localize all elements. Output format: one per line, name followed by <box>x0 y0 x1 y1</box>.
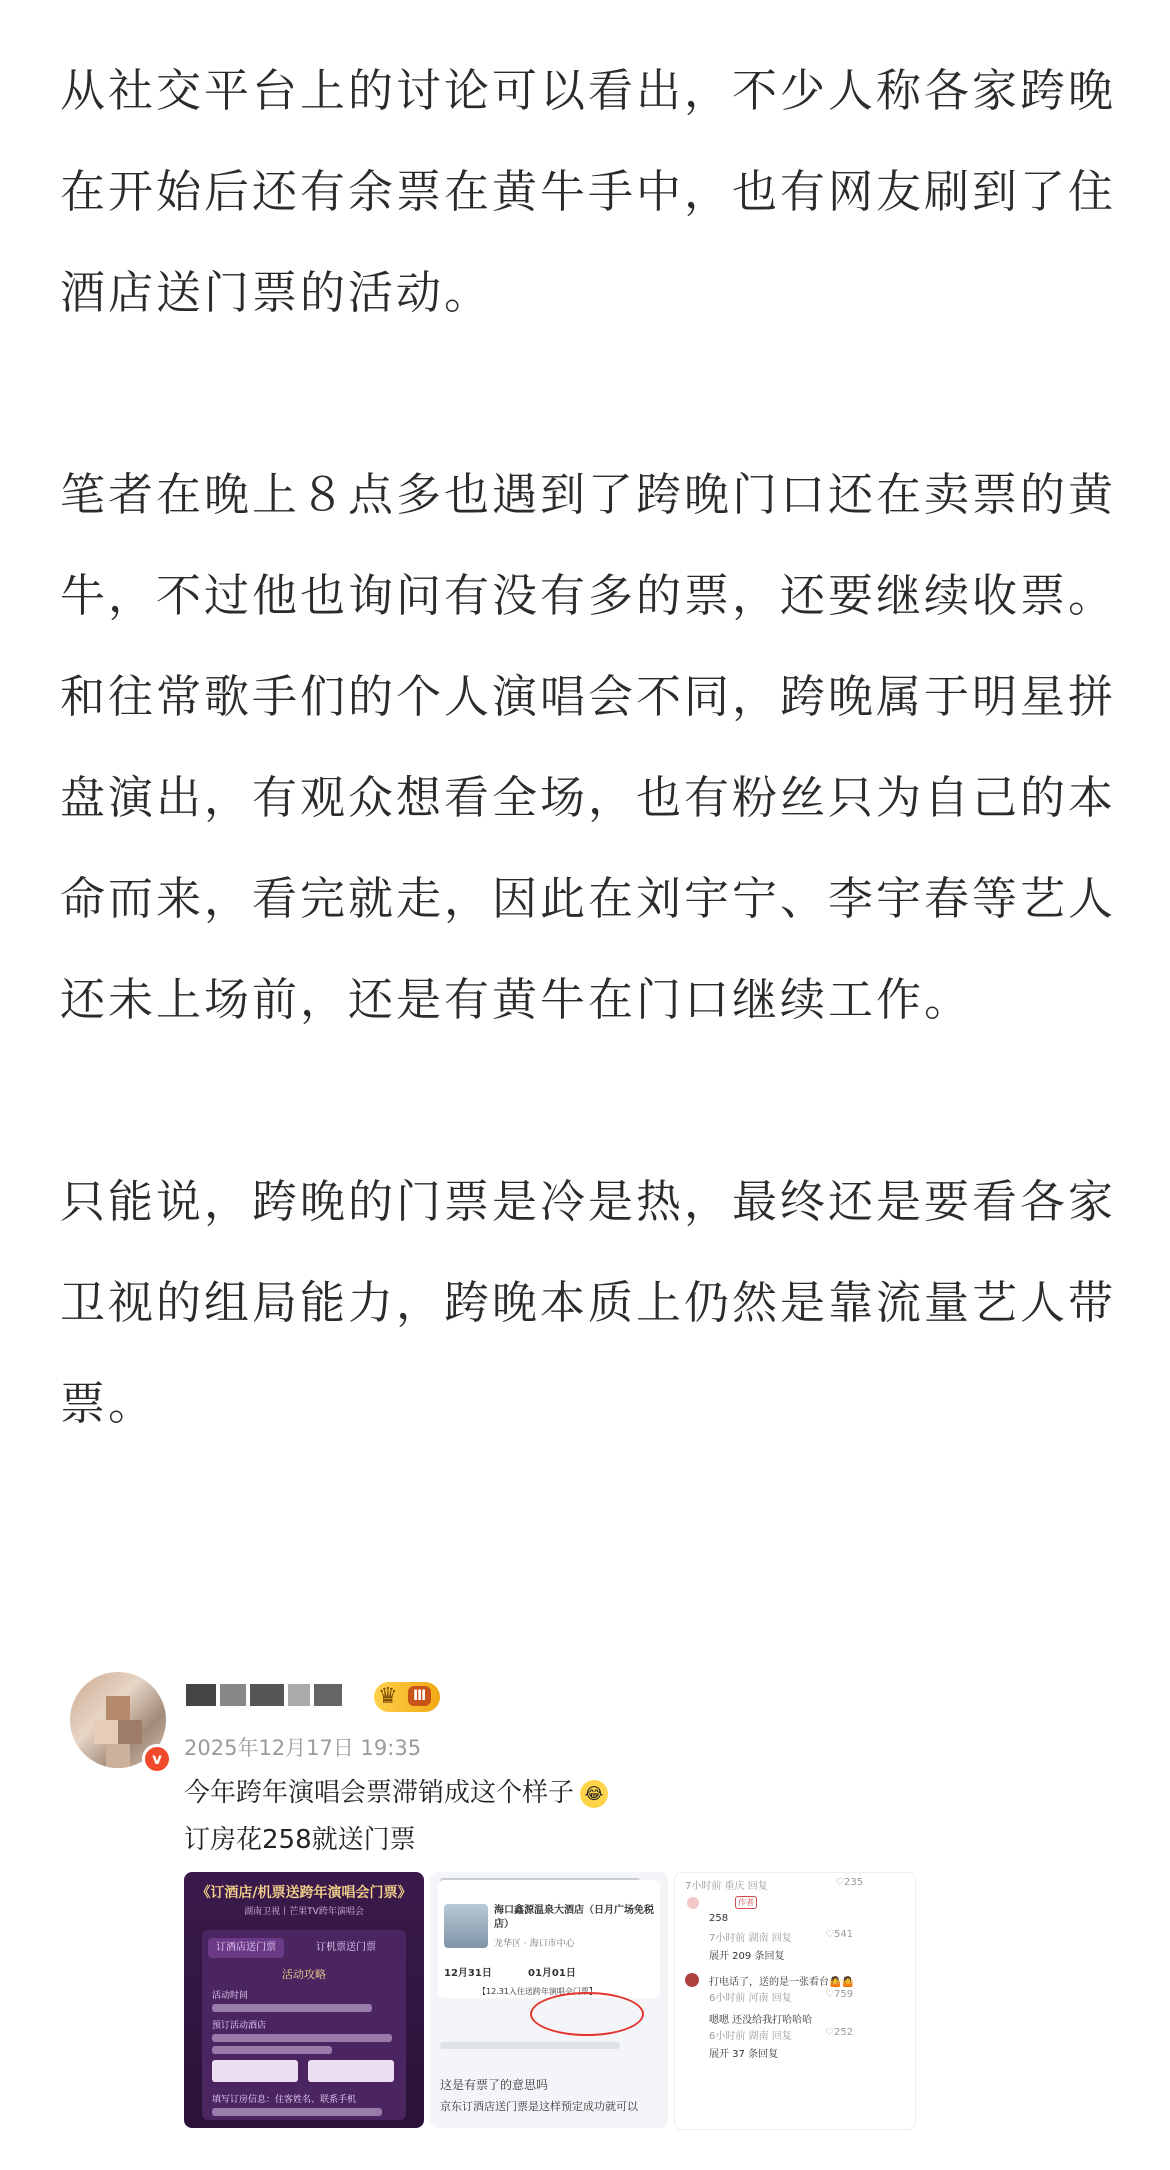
hotel-name: 海口鑫源温泉大酒店（日月广场免税店） <box>494 1905 654 1930</box>
comment-2-text: 258 <box>709 1913 729 1924</box>
highlight-circle <box>530 1992 644 2036</box>
member-level: Ⅲ <box>408 1686 431 1706</box>
author-tag: 作者 <box>735 1896 757 1909</box>
commenter-avatar <box>687 1897 699 1909</box>
post-image-grid <box>184 1872 914 2128</box>
promo-panel <box>202 1930 406 2120</box>
promo-item-1: 活动时间 <box>212 1991 249 2001</box>
post-text: 今年跨年演唱会票滞销成这个样子 <box>184 1778 575 1808</box>
promo-tab-hotel: 订酒店送门票 <box>208 1938 284 1958</box>
username-blurred[interactable] <box>186 1684 366 1714</box>
article-paragraph-1: 从社交平台上的讨论可以看出，不少人称各家跨晚在开始后还有余票在黄牛手中，也有网友刷到了住酒店送门票的活动。 <box>60 64 1117 319</box>
member-crown-badge <box>374 1682 440 1712</box>
post-image-promo-poster[interactable] <box>184 1872 424 2128</box>
article-paragraph-2: 笔者在晚上８点多也遇到了跨晚门口还在卖票的黄牛，不过他也询问有没有多的票，还要继续收票。和往常歌手们的个人演唱会不同，跨晚属于明星拼盘演出，有观众想看全场，也有粉丝只为自己的本命而来，看完就走，因此在刘宇宁、李宇春等艺人还未上场前，还是有黄牛在门口继续工作。 <box>60 468 1117 1026</box>
promo-section-title: 活动攻略 <box>282 1968 326 1981</box>
hotel-thumbnail <box>444 1904 488 1948</box>
post-text-line-2: 订房花258就送门票 <box>184 1825 416 1855</box>
image-caption-2: 京东订酒店送门票是这样预定成功就可以 <box>440 2100 638 2113</box>
commenter-avatar <box>685 1973 699 1987</box>
expand-replies-2: 展开 37 条回复 <box>709 2049 779 2060</box>
hotel-card <box>438 1880 660 1998</box>
expand-replies-1: 展开 209 条回复 <box>709 1951 785 1962</box>
post-text-line-1 <box>184 1772 608 1809</box>
image-caption-1: 这是有票了的意思吗 <box>440 2078 549 2092</box>
promo-title: 《订酒店/机票送跨年演唱会门票》 <box>196 1885 412 1901</box>
comment-4-meta: 6小时前 湖南 回复 ♡252 <box>709 2027 854 2042</box>
embedded-weibo-post <box>70 1672 1100 2142</box>
laugh-cry-emoji-icon: 😂 <box>580 1780 608 1808</box>
checkout-date: 01月01日 <box>528 1968 576 1979</box>
post-image-hotel-booking[interactable] <box>430 1872 668 2128</box>
promo-subtitle: 湖南卫视丨芒果TV跨年演唱会 <box>244 1907 364 1917</box>
comment-2-meta: 7小时前 湖南 回复 ♡541 <box>709 1929 854 1944</box>
promo-item-3: 填写订房信息：住客姓名、联系手机 <box>212 2095 357 2105</box>
verified-badge: v <box>142 1744 172 1774</box>
comment-3-text: 打电话了，送的是一张看台🤷🤷 <box>709 1977 854 1988</box>
checkin-date: 12月31日 <box>444 1968 492 1979</box>
comment-3-meta: 6小时前 河南 回复 ♡759 <box>709 1989 854 2004</box>
article-paragraph-3: 只能说，跨晚的门票是冷是热，最终还是要看各家卫视的组局能力，跨晚本质上仍然是靠流量艺人带票。 <box>60 1175 1117 1430</box>
hotel-district: 龙华区 · 海口市中心 <box>494 1939 575 1949</box>
comment-4-text: 嗯嗯 还没给我打哈哈哈 <box>709 2015 813 2026</box>
post-timestamp: 2025年12月17日 19:35 <box>184 1736 422 1760</box>
comment-1-meta: 7小时前 重庆 回复 ♡235 <box>685 1877 864 1892</box>
article-body <box>60 40 1120 1555</box>
promo-tab-flight: 订机票送门票 <box>316 1942 376 1953</box>
promo-item-2: 预订活动酒店 <box>212 2021 267 2031</box>
crown-icon: ♛ <box>378 1684 398 1709</box>
room-offer: 【12.31入住送跨年演唱会门票】 <box>478 1987 597 1996</box>
post-image-comments[interactable] <box>674 1872 916 2130</box>
